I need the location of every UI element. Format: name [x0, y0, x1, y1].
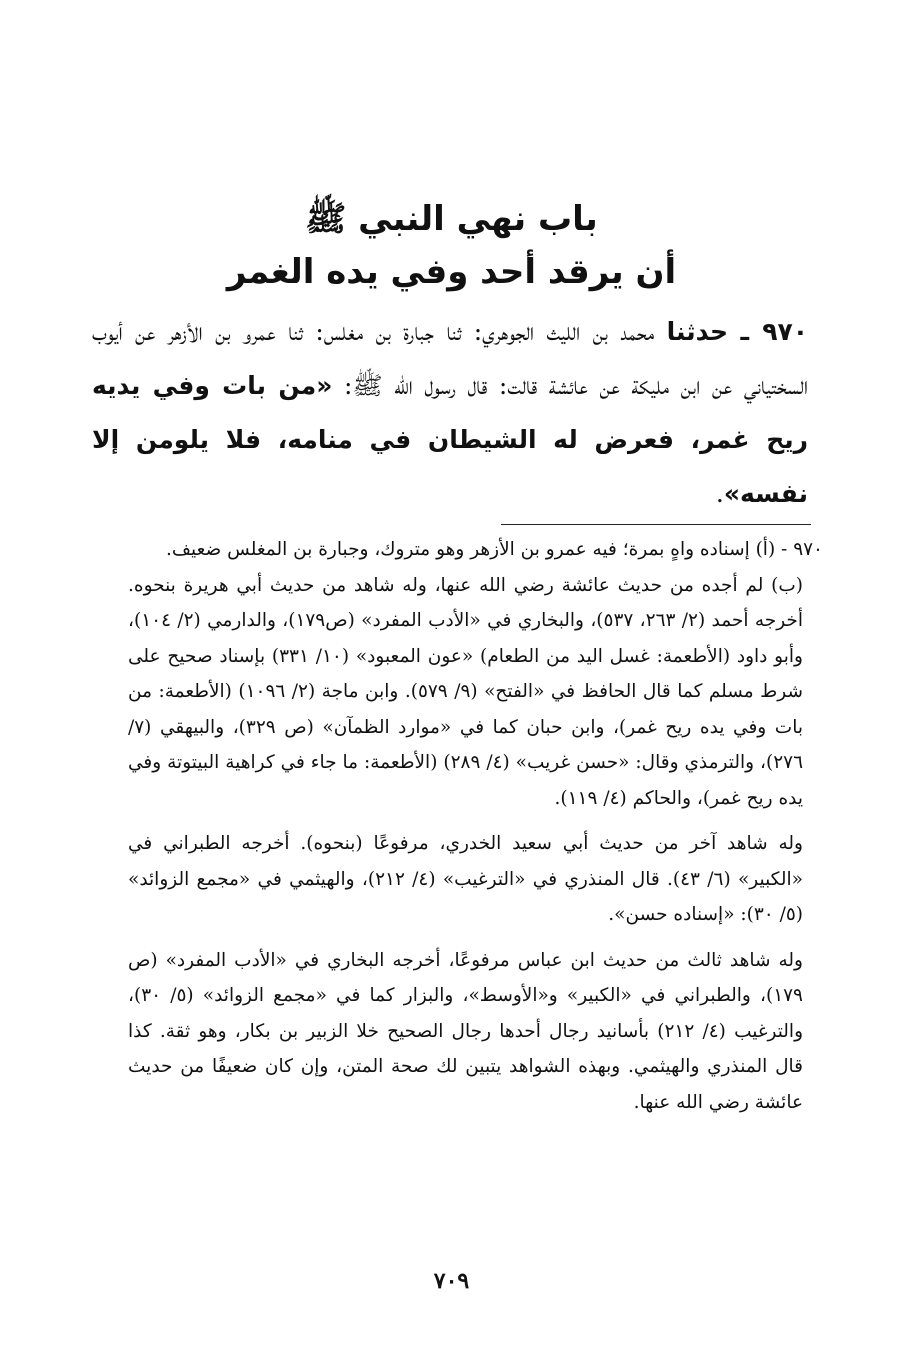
- hadith-chain-lead: حدثنا: [666, 317, 729, 346]
- hadith-number: ٩٧٠ ـ: [740, 317, 809, 346]
- hadith-chain: محمد بن الليث الجوهري: ثنا جبارة بن مغلس: ثنا عمرو بن الأزهر عن أيوب السختياني عن ابن مليكة عن عائشة قالت: قال رسول الله ﷺ:: [92, 317, 809, 400]
- hadith-text: [92, 305, 808, 521]
- footnote-paragraph: وله شاهد آخر من حديث أبي سعيد الخدري، مرفوعًا (بنحوه). أخرجه الطبراني في «الكبير» (٦/ ٤٣). قال المنذري في «الترغيب» (٤/ ٢١٢)، والهيثمي في «مجمع الزوائد» (٥/ ٣٠): «إسناده حسن».: [128, 833, 803, 925]
- hadith-matn: «من بات وفي يديه ريح غمر، فعرض له الشيطان في منامه، فلا يلومن إلا نفسه»: [92, 371, 808, 508]
- footnote-b: (ب) لم أجده من حديث عائشة رضي الله عنها، وله شاهد من حديث أبي هريرة بنحوه. أخرجه أحمد (٢/ ٢٦٣، ٥٣٧)، والبخاري في «الأدب المفرد» (ص١٧٩)، والدارمي (٢/ ١٠٤)، وأبو داود (الأطعمة: غسل اليد من الطعام) «عون المعبود» (١٠/ ٣٣١) بإسناد صحيح على شرط مسلم كما قال الحافظ في «الفتح» (٩/ ٥٧٩). وابن ماجة (٢/ ١٠٩٦) (الأطعمة: من بات وفي يده ريح غمر)، وابن حبان كما في «موارد الظمآن» (ص ٣٢٩)، والبيهقي (٧/ ٢٧٦)، والترمذي وقال: «حسن غريب» (٤/ ٢٨٩) (الأطعمة: ما جاء في كراهية البيتوتة وفي يده ريح غمر)، والحاكم (٤/ ١١٩).: [128, 574, 804, 809]
- footnotes: [128, 532, 823, 1120]
- footnote-paragraph: وله شاهد ثالث من حديث ابن عباس مرفوعًا، أخرجه البخاري في «الأدب المفرد» (ص ١٧٩)، والطبراني في «الكبير» و«الأوسط»، والبزار كما في «مجمع الزوائد» (٥/ ٣٠)، والترغيب (٤/ ٢١٢) بأسانيد رجال أحدها رجال الصحيح خلا الزبير بن بكار، وهو ثقة. كذا قال المنذري والهيثمي. وبهذه الشواهد يتبين لك صحة المتن، وإن كان ضعيفًا من حديث عائشة رضي الله عنها.: [128, 949, 804, 1113]
- footnote-separator: [501, 524, 811, 525]
- chapter-title-line-2: أن يرقد أحد وفي يده الغمر: [226, 252, 677, 292]
- chapter-title-line-1: باب نهي النبي ﷺ: [305, 199, 598, 239]
- footnote-a: ٩٧٠ - (أ) إسناده واهٍ بمرة؛ فيه عمرو بن الأزهر وهو متروك، وجبارة بن المغلس ضعيف.: [166, 539, 823, 560]
- hadith-end: .: [715, 479, 724, 508]
- page-number: ٧٠٩: [433, 1268, 470, 1294]
